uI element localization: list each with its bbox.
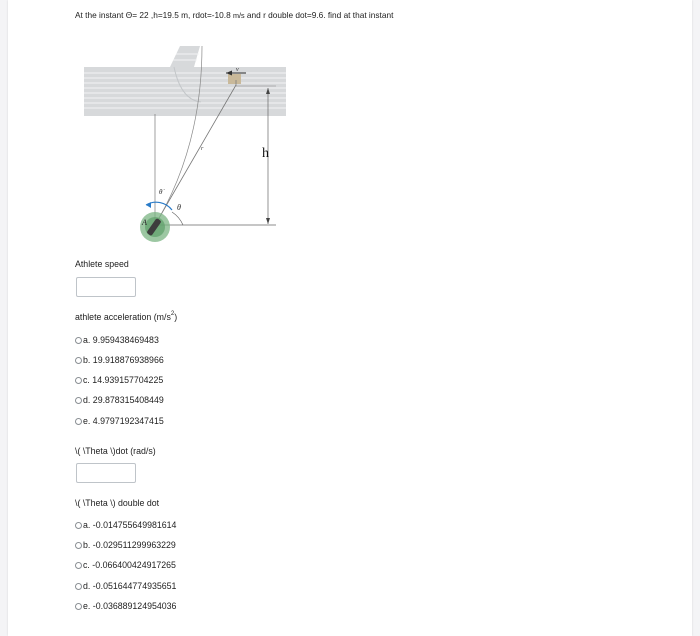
radio-icon[interactable] [75, 397, 82, 404]
radio-icon[interactable] [75, 603, 82, 610]
acceleration-option-c[interactable] [75, 375, 163, 385]
question-rdot-unit: m/s [233, 11, 245, 20]
option-value: 19.918876938966 [92, 355, 164, 365]
question-theta-symbol: Θ [125, 10, 133, 20]
theta-ddot-field-label: \( \Theta \) double dot [75, 498, 160, 508]
observer-icon [228, 74, 241, 84]
option-value: -0.029511299963229 [92, 540, 176, 550]
theta-dot-arrowhead [146, 202, 151, 208]
athlete-speed-label: Athlete speed [75, 259, 129, 269]
acceleration-unit-sup: 2 [170, 311, 175, 317]
radio-icon[interactable] [75, 357, 82, 364]
theta-ddot-option-d[interactable] [75, 581, 176, 591]
option-value: 14.939157704225 [92, 375, 164, 385]
athlete-marker [140, 212, 170, 242]
radio-icon[interactable] [75, 522, 82, 529]
theta-dot-input[interactable] [76, 463, 136, 483]
option-value: -0.036889124954036 [92, 601, 177, 611]
option-value: -0.014755649981614 [92, 520, 177, 530]
theta-dot-label: θ̇ [159, 188, 163, 196]
option-letter: c. [83, 560, 90, 570]
option-letter: d. [83, 581, 91, 591]
option-letter: c. [83, 375, 90, 385]
option-letter: a. [83, 335, 91, 345]
option-letter: a. [83, 520, 91, 530]
a-label: A [142, 218, 147, 227]
question-theta-value: = 22 , [132, 10, 154, 20]
acceleration-option-d[interactable] [75, 395, 164, 405]
acceleration-unit-open: (m/s [153, 312, 171, 322]
option-letter: e. [83, 601, 91, 611]
option-letter: b. [83, 355, 91, 365]
option-value: -0.051644774935651 [92, 581, 177, 591]
radio-icon[interactable] [75, 542, 82, 549]
v-label: v [236, 67, 239, 73]
acceleration-option-a[interactable] [75, 335, 159, 345]
theta-ddot-option-c[interactable] [75, 560, 176, 570]
option-value: 4.9797192347415 [92, 416, 164, 426]
theta-label: θ [177, 203, 181, 212]
option-letter: d. [83, 395, 91, 405]
theta-ddot-option-e[interactable] [75, 601, 176, 611]
question-text [75, 10, 393, 20]
theta-arc [172, 212, 183, 225]
theta-dot-field-label: \( \Theta \)dot (rad/s) [75, 446, 156, 456]
acceleration-unit-close: ) [174, 312, 178, 322]
acceleration-label-text: athlete acceleration [75, 312, 152, 322]
stand-structure [84, 46, 286, 116]
radio-icon[interactable] [75, 562, 82, 569]
option-letter: b. [83, 540, 91, 550]
acceleration-label [75, 312, 177, 322]
radio-icon[interactable] [75, 377, 82, 384]
option-value: 9.959438469483 [92, 335, 159, 345]
h-label: h [262, 146, 269, 161]
option-value: -0.066400424917265 [92, 560, 176, 570]
radio-icon[interactable] [75, 583, 82, 590]
question-rest: and r double dot=9.6. find at that instant [246, 10, 394, 20]
theta-ddot-option-a[interactable] [75, 520, 176, 530]
theta-ddot-option-b[interactable] [75, 540, 176, 550]
problem-figure [76, 40, 291, 255]
radio-icon[interactable] [75, 418, 82, 425]
radio-icon[interactable] [75, 337, 82, 344]
question-lead: At the instant [75, 10, 124, 20]
acceleration-option-b[interactable] [75, 355, 164, 365]
option-letter: e. [83, 416, 91, 426]
question-h-value: h=19.5 m, rdot=-10.8 [153, 10, 231, 20]
option-value: 29.878315408449 [92, 395, 164, 405]
r-label: r [201, 146, 204, 152]
acceleration-option-e[interactable] [75, 416, 164, 426]
athlete-speed-input[interactable] [76, 277, 136, 297]
